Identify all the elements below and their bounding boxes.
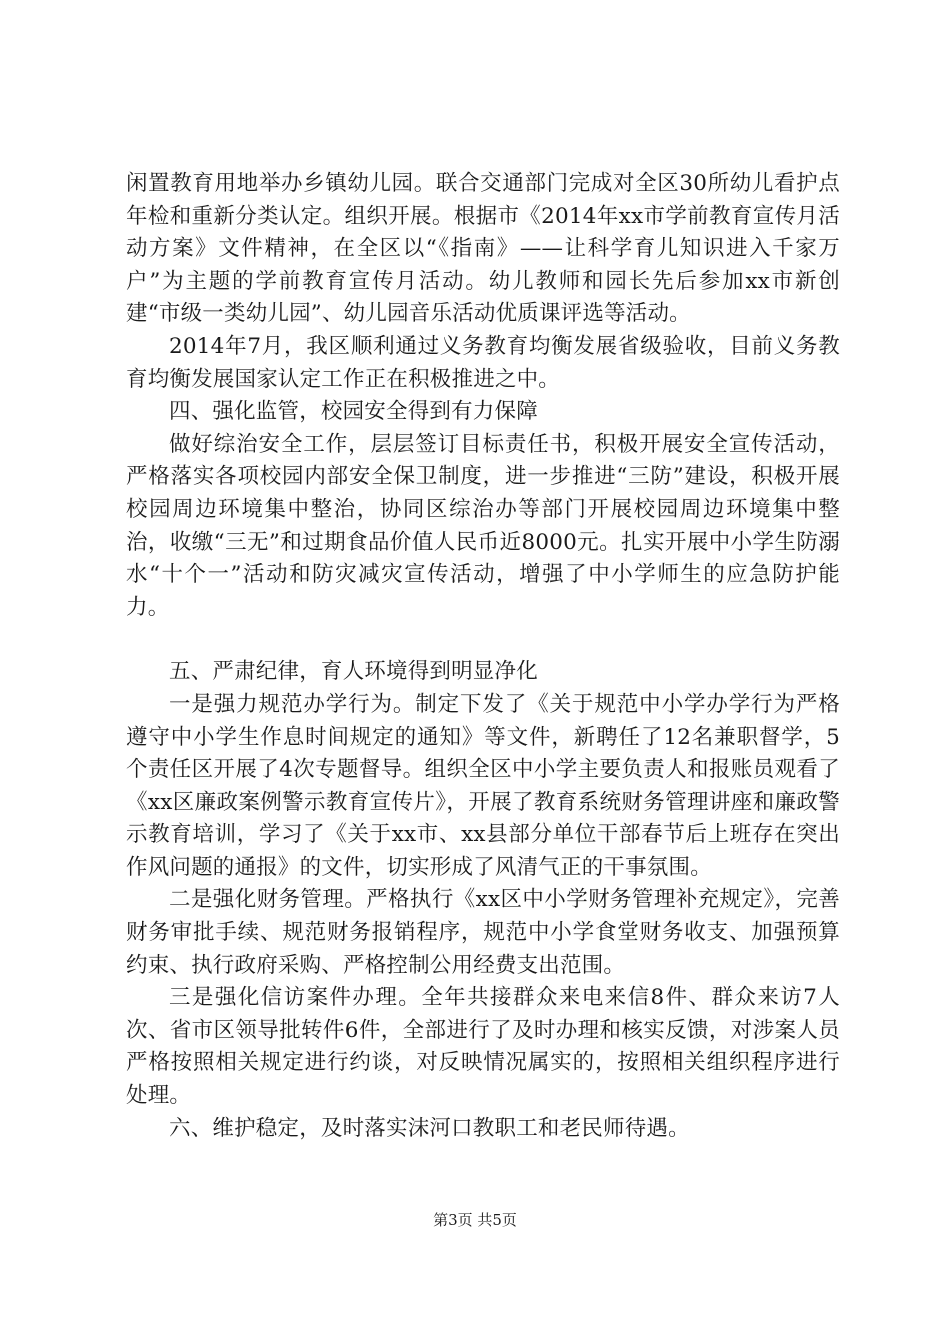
document-body (126, 168, 840, 1145)
heading-campus-safety: 四、强化监管，校园安全得到有力保障 (169, 399, 538, 425)
heading-stability: 六、维护稳定，及时落实沫河口教职工和老民师待遇。 (169, 1115, 690, 1141)
paragraph-kindergarten: 闲置教育用地举办乡镇幼儿园。联合交通部门完成对全区30所幼儿看护点年检和重新分类认定。组织开展。根据市《2014年xx市学前教育宣传月活动方案》文件精神，在全区以“《指南》——让科学育儿知识进入千家万户”为主题的学前教育宣传月活动。幼儿教师和园长先后参加xx市新创建“市级一类幼儿园”、幼儿园音乐活动优质课评选等活动。 (126, 171, 840, 327)
paragraph-finance-management: 二是强化财务管理。严格执行《xx区中小学财务管理补充规定》，完善财务审批手续、规范财务报销程序，规范中小学食堂财务收支、加强预算约束、执行政府采购、严格控制公用经费支出范围。 (126, 887, 840, 978)
paragraph-school-conduct: 一是强力规范办学行为。制定下发了《关于规范中小学办学行为严格遵守中小学生作息时间规定的通知》等文件，新聘任了12名兼职督学，5个责任区开展了4次专题督导。组织全区中小学主要负责人和报账员观看了《xx区廉政案例警示教育宣传片》，开展了教育系统财务管理讲座和廉政警示教育培训，学习了《关于xx市、xx县部分单位干部春节后上班存在突出作风问题的通报》的文件，切实形成了风清气正的干事氛围。 (126, 691, 840, 880)
paragraph-balanced-education: 2014年7月，我区顺利通过义务教育均衡发展省级验收，目前义务教育均衡发展国家认定工作正在积极推进之中。 (126, 333, 840, 392)
paragraph-petition-handling: 三是强化信访案件办理。全年共接群众来电来信8件、群众来访7人次、省市区领导批转件6件，全部进行了及时办理和核实反馈，对涉案人员严格按照相关规定进行约谈，对反映情况属实的，按照相关组织程序进行处理。 (126, 985, 840, 1109)
paragraph-safety-work: 做好综治安全工作，层层签订目标责任书，积极开展安全宣传活动，严格落实各项校园内部安全保卫制度，进一步推进“三防”建设，积极开展校园周边环境集中整治，协同区综治办等部门开展校园周边环境集中整治，收缴“三无”和过期食品价值人民币近8000元。扎实开展中小学生防溺水“十个一”活动和防灾减灾宣传活动，增强了中小学师生的应急防护能力。 (126, 431, 840, 620)
heading-discipline: 五、严肃纪律，育人环境得到明显净化 (169, 659, 538, 685)
paragraph-spacer (126, 624, 840, 656)
page-number-footer: 第3页 共5页 (433, 1211, 517, 1229)
